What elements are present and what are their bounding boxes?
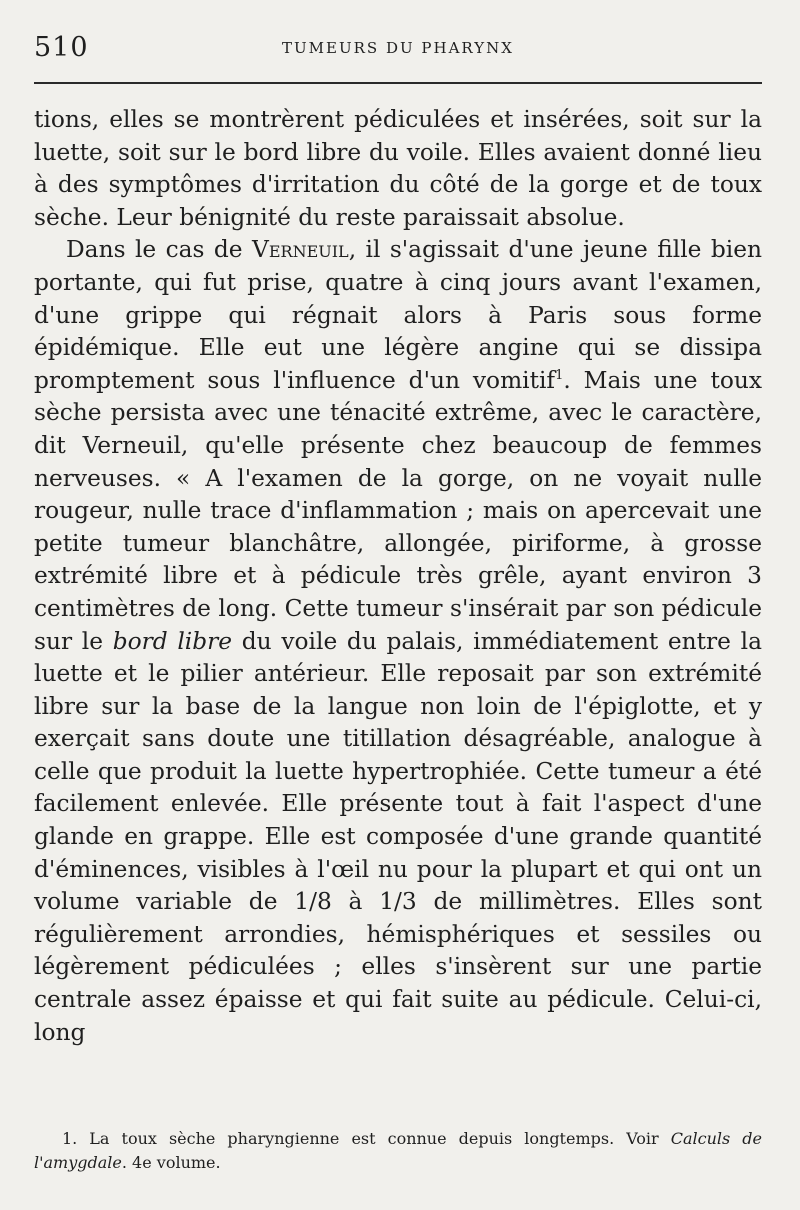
author-name: Verneuil bbox=[252, 236, 349, 264]
page-number: 510 bbox=[34, 32, 89, 63]
paragraph-2-part-d: du voile du palais, immédiatement entre la luette et le pilier antérieur. Elle reposait par son extrémité libre sur la base de la langue non loin de l'épiglotte, et y exerçait sans doute une titillation désagréable, analogue à celle que produit la luette hypertrophiée. Cette tumeur a été facilement enlevée. Elle présente tout à fait l'aspect d'une glande en grappe. Elle est composée d'une grande quantité d'éminences, visibles à l'œil nu pour la plupart et qui ont un volume variable de 1/8 à 1/3 de millimètres. Elles sont régulièrement arrondies, hémisphériques et sessiles ou légèrement pédiculées ; elles s'insèrent sur une partie centrale assez épaisse et qui fait suite au pédicule. Celui-ci, long bbox=[34, 627, 762, 1046]
paragraph-1-text: tions, elles se montrèrent pédiculées et insérées, soit sur la luette, soit sur le bord libre du voile. Elles avaient donné lieu à des symptômes d'irritation du côté de la gorge et de toux sèche. Leur bénignité du reste paraissait absolue. bbox=[34, 106, 762, 231]
footnote-reference[interactable]: 1 bbox=[555, 367, 564, 383]
body-text bbox=[34, 104, 762, 1049]
paragraph-2-part-c: . Mais une toux sèche persista avec une ténacité extrême, avec le caractère, dit Verneuil, qu'elle présente chez beaucoup de femmes nerveuses. « A l'examen de la gorge, on ne voyait nulle rougeur, nulle trace d'inflammation ; mais on apercevait une petite tumeur blanchâtre, allongée, piriforme, à grosse extrémité libre et à pédicule très grêle, ayant environ 3 centimètres de long. Cette tumeur s'insérait par son pédicule sur le bbox=[34, 366, 762, 655]
running-title: TUMEURS DU PHARYNX bbox=[282, 39, 514, 57]
header-rule bbox=[34, 82, 762, 84]
footnote bbox=[34, 1127, 762, 1175]
page-header bbox=[34, 32, 762, 66]
paragraph-2-part-b: , il s'agissait d'une jeune fille bien portante, qui fut prise, quatre à cinq jours avant l'examen, d'une grippe qui régnait alors à Paris sous forme épidémique. Elle eut une légère angine qui se dissipa promptement sous l'influence d'un vomitif bbox=[34, 236, 762, 394]
footnote-italic-title: Calculs de l'amygdale bbox=[34, 1129, 762, 1172]
italic-phrase: bord libre bbox=[112, 627, 233, 655]
footnote-text-a: 1. La toux sèche pharyngienne est connue depuis longtemps. Voir bbox=[62, 1129, 671, 1148]
footnote-text-b: . 4e volume. bbox=[121, 1153, 221, 1172]
paragraph-2 bbox=[34, 234, 762, 1049]
paragraph-1 bbox=[34, 104, 762, 234]
paragraph-2-part-a: Dans le cas de bbox=[66, 236, 253, 264]
